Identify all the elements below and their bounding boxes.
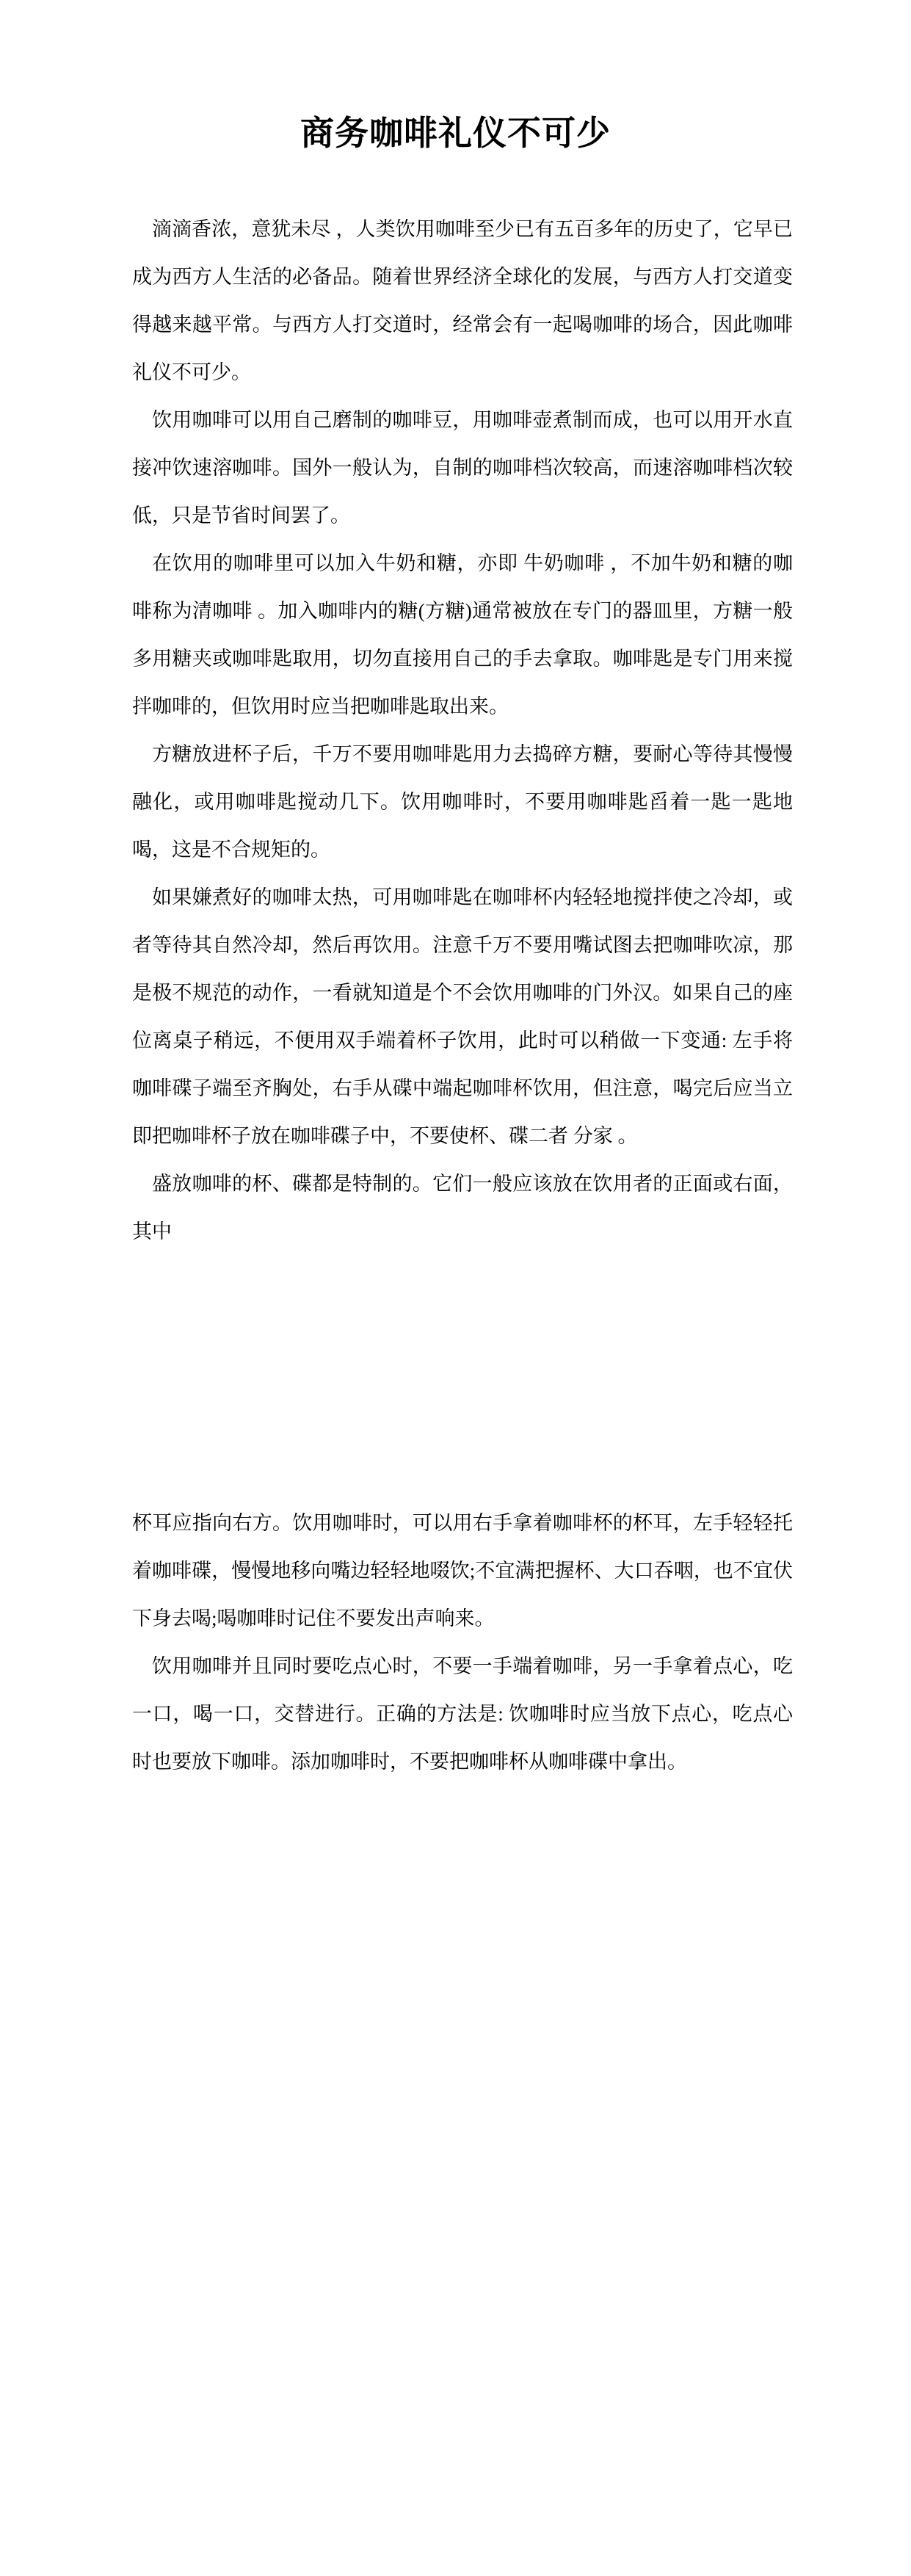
paragraph-sugar-cube: 方糖放进杯子后，千万不要用咖啡匙用力去捣碎方糖，要耐心等待其慢慢融化，或用咖啡匙搅动几下。饮用咖啡时，不要用咖啡匙舀着一匙一匙地喝，这是不合规矩的。 [132,743,793,861]
paragraph-cup-saucer-continuation: 杯耳应指向右方。饮用咖啡时，可以用右手拿着咖啡杯的杯耳，左手轻轻托着咖啡碟，慢慢地移向嘴边轻轻地啜饮;不宜满把握杯、大口吞咽，也不宜伏下身去喝;喝咖啡时记住不要发出声响来。 [132,1512,793,1629]
document-title: 商务咖啡礼仪不可少 [300,115,611,152]
paragraph-milk-and-sugar: 在饮用的咖啡里可以加入牛奶和糖，亦即 牛奶咖啡 ，不加牛奶和糖的咖啡称为清咖啡 。加入咖啡内的糖(方糖)通常被放在专门的器皿里，方糖一般多用糖夹或咖啡匙取用，切勿直接用自己的手去拿取。咖啡匙是专门用来搅拌咖啡的，但饮用时应当把咖啡匙取出来。 [132,552,793,717]
paragraph-cooling-and-holding: 如果嫌煮好的咖啡太热，可用咖啡匙在咖啡杯内轻轻地搅拌使之冷却，或者等待其自然冷却，然后再饮用。注意千万不要用嘴试图去把咖啡吹凉，那是极不规范的动作，一看就知道是个不会饮用咖啡的门外汉。如果自己的座位离桌子稍远，不便用双手端着杯子饮用，此时可以稍做一下变通: 左手将咖啡碟子端至齐胸处，右手从碟中端起咖啡杯饮用，但注意，喝完后应当立即把咖啡杯子放在咖啡碟子中，不要使杯、碟二者 分家 。 [132,886,793,1147]
document-body [132,206,793,1786]
page-break-gap [132,1256,793,1499]
paragraph-cup-saucer-start: 盛放咖啡的杯、碟都是特制的。它们一般应该放在饮用者的正面或右面，其中 [132,1173,793,1242]
paragraph-snacks-and-refill: 饮用咖啡并且同时要吃点心时，不要一手端着咖啡，另一手拿着点心，吃一口，喝一口，交替进行。正确的方法是: 饮咖啡时应当放下点心，吃点心时也要放下咖啡。添加咖啡时，不要把咖啡杯从咖啡碟中拿出。 [132,1655,793,1773]
paragraph-intro: 滴滴香浓，意犹未尽 ，人类饮用咖啡至少已有五百多年的历史了，它早已成为西方人生活的必备品。随着世界经济全球化的发展，与西方人打交道变得越来越平常。与西方人打交道时，经常会有一起喝咖啡的场合，因此咖啡礼仪不可少。 [132,218,793,383]
paragraph-brewing: 饮用咖啡可以用自己磨制的咖啡豆，用咖啡壶煮制而成，也可以用开水直接冲饮速溶咖啡。国外一般认为，自制的咖啡档次较高，而速溶咖啡档次较低，只是节省时间罢了。 [132,409,793,527]
